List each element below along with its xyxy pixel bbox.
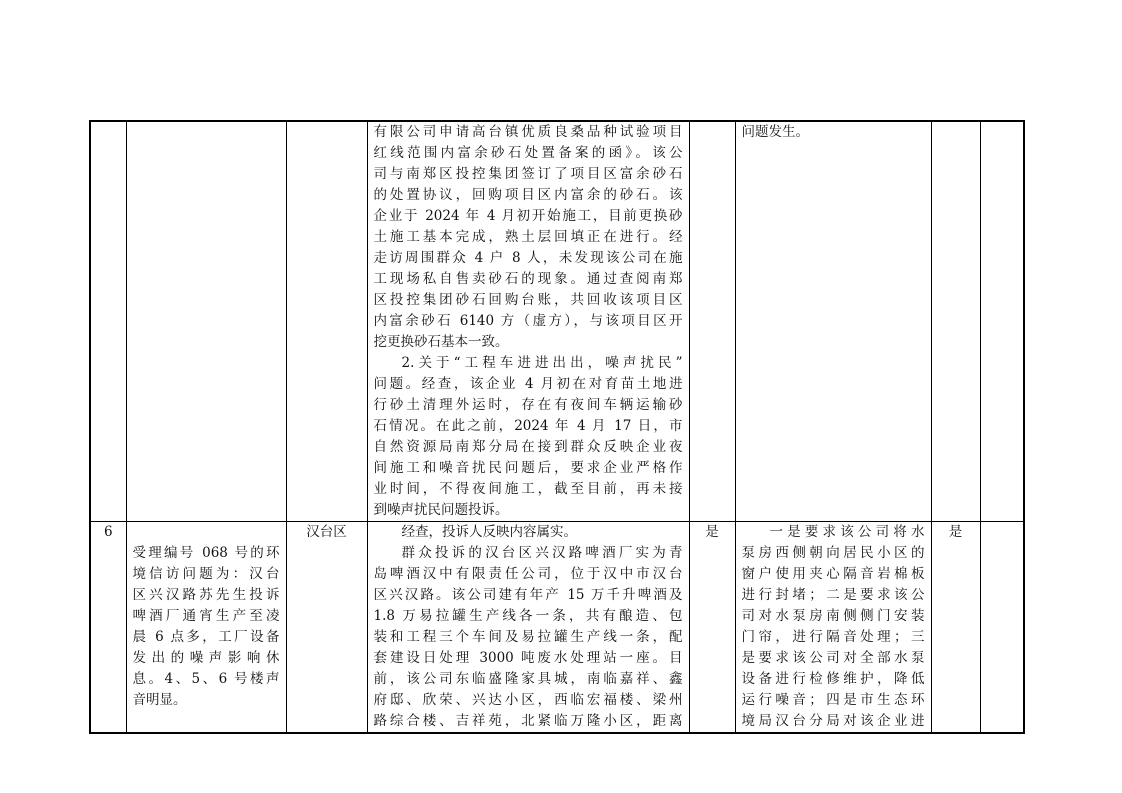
measures-text [736,122,931,143]
text-line: 石情况。在此之前，2024 年 4 月 17 日，市 [373,418,683,434]
text-line: 啤酒厂通宵生产至凌 [132,608,280,624]
cell-investigation [367,121,689,522]
cell-resolved [931,121,980,522]
text-line: 晨 6 点多，工厂设备 [132,629,280,645]
investigation-text [368,122,689,521]
text-line: 套建设日处理 3000 吨废水处理站一座。目 [373,650,683,666]
text-line: 问题。经查，该企业 4 月初在对育苗土地进 [373,376,683,392]
cell-complaint [126,121,286,522]
text-line: 内富余砂石 6140 方（虚方），与该项目区开 [373,313,683,329]
cell-remarks [980,522,1024,734]
text-line: 经查，投诉人反映内容属实。 [401,524,577,540]
resolved-value: 是 [931,522,980,734]
text-line: 一是要求该公司将水 [769,524,925,540]
cell-verified [689,121,735,522]
text-line: 路综合楼、吉祥苑，北紧临万隆小区，距离 [373,713,683,729]
table-row-continued [90,121,1024,522]
cell-measures [735,522,931,734]
text-line: 息。4、5、6 号楼声 [132,671,280,687]
text-line: 门帘，进行隔音处理；三 [741,629,925,645]
text-line: 音明显。 [132,692,187,708]
text-line: 有限公司申请高台镇优质良桑品种试验项目 [373,124,683,140]
text-line: 群众投诉的汉台区兴汉路啤酒厂实为青 [401,545,683,561]
text-line: 业时间，不得夜间施工，截至目前，再未接 [373,481,683,497]
cell-remarks [980,121,1024,522]
text-line: 挖更换砂石基本一致。 [373,334,509,350]
text-line: 2.关于“工程车进进出出，噪声扰民” [401,355,683,371]
text-line: 区兴汉路苏先生投诉 [132,587,280,603]
text-line: 走访周围群众 4 户 8 人，未发现该公司在施 [373,250,683,266]
table-row-6 [90,522,1024,734]
text-line: 间施工和噪音扰民问题后，要求企业严格作 [373,460,683,476]
text-line: 企业于 2024 年 4 月初开始施工，目前更换砂 [373,208,683,224]
text-line: 府邸、欣荣、兴达小区，西临宏福楼、梁州 [373,692,683,708]
text-line: 发出的噪声影响休 [132,650,280,666]
text-line: 工现场私自售卖砂石的现象。通过查阅南郑 [373,271,683,287]
measures-text [736,522,931,732]
cell-number [90,121,126,522]
text-line: 窗户使用夹心隔音岩棉板 [741,566,925,582]
complaint-text [127,543,286,711]
text-line: 境信访问题为：汉台 [132,566,280,582]
text-line: 前，该公司东临盛隆家具城，南临嘉祥、鑫 [373,671,683,687]
text-line: 问题发生。 [741,124,809,140]
text-line: 岛啤酒汉中有限责任公司，位于汉中市汉台 [373,566,683,582]
text-line: 土施工基本完成，熟土层回填正在进行。经 [373,229,683,245]
text-line: 1.8 万易拉罐生产线各一条，共有酿造、包 [373,608,683,624]
text-line: 红线范围内富余砂石处置备案的函》。该公 [373,145,683,161]
text-line: 境局汉台分局对该企业进 [741,713,925,729]
text-line: 司对水泵房南侧侧门安装 [741,608,925,624]
text-line: 行砂土清理外运时，存在有夜间车辆运输砂 [373,397,683,413]
cell-investigation [367,522,689,734]
text-line: 装和工程三个车间及易拉罐生产线一条，配 [373,629,683,645]
cell-district [286,121,367,522]
verified-value: 是 [689,522,735,734]
text-line: 运行噪音；四是市生态环 [741,692,925,708]
text-line: 到噪声扰民问题投诉。 [373,502,509,518]
text-line: 受理编号 068 号的环 [132,545,280,561]
text-line: 区兴汉路。该公司建有年产 15 万千升啤酒及 [373,587,683,603]
cell-complaint [126,522,286,734]
text-line: 司与南郑区投控集团签订了项目区富余砂石 [373,166,683,182]
text-line: 进行封堵；二是要求该公 [741,587,925,603]
text-line: 自然资源局南郑分局在接到群众反映企业夜 [373,439,683,455]
document-table [89,120,1025,734]
cell-measures [735,121,931,522]
text-line: 区投控集团砂石回购台账，共回收该项目区 [373,292,683,308]
district-name: 汉台区 [286,522,367,734]
text-line: 的处置协议，回购项目区内富余的砂石。该 [373,187,683,203]
text-line: 是要求该公司对全部水泵 [741,650,925,666]
text-line: 泵房西侧朝向居民小区的 [741,545,925,561]
row-number: 6 [90,522,126,734]
investigation-text [368,522,689,732]
text-line: 设备进行检修维护，降低 [741,671,925,687]
